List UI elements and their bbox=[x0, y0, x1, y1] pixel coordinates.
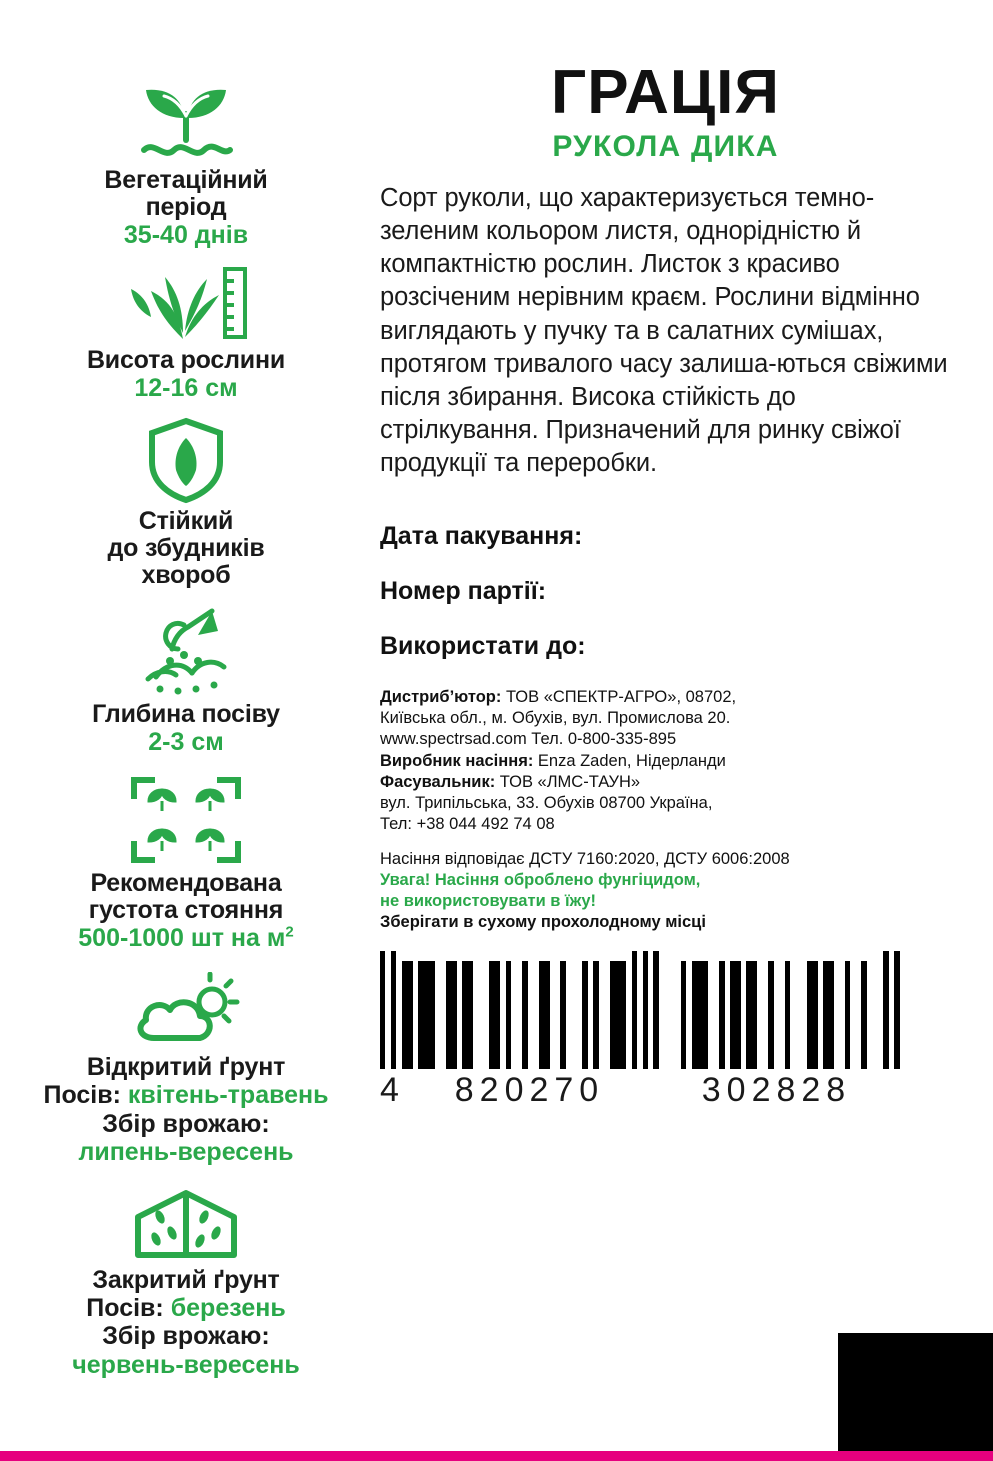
open-ground-sowing: Посів: квітень-травень bbox=[43, 1081, 329, 1109]
open-ground-harvest-value: липень-вересень bbox=[78, 1138, 294, 1166]
closed-ground-block bbox=[14, 1187, 358, 1380]
field-batch-number: Номер партії: bbox=[380, 577, 547, 606]
plant-density-icon bbox=[126, 774, 246, 866]
plant-height-ruler-icon bbox=[121, 261, 251, 343]
feature-label: Глибина посіву bbox=[92, 700, 280, 728]
magenta-bottom-strip bbox=[0, 1451, 993, 1461]
closed-ground-harvest-label: Збір врожаю: bbox=[102, 1322, 270, 1350]
info-column bbox=[372, 0, 993, 1330]
feature-value: 2-3 см bbox=[148, 728, 224, 756]
feature-value-superscript: 2 bbox=[285, 923, 294, 941]
barcode-first-digit: 4 bbox=[380, 1071, 405, 1110]
product-description: Сорт руколи, що характеризується темно-зеленим кольором листя, однорідністю й компактністю рослин. Листок з красиво розсіченим нерівним краєм. Рослини відмінно виглядають у пучку та в салатних сумішах, протягом тривалого часу залиша-ються свіжими після збирання. Висока стійкість до стрілкування. Призначений для ринку свіжої продукції та переробки. bbox=[380, 184, 948, 478]
distributor-line-2: Київська обл., м. Обухів, вул. Промислова 20. bbox=[380, 709, 731, 728]
features-column bbox=[0, 0, 372, 1379]
page-subtitle: РУКОЛА ДИКА bbox=[552, 130, 779, 163]
distributor-line-3: www.spectrsad.com Тел. 0-800-335-895 bbox=[380, 730, 677, 749]
field-packing-date: Дата пакування: bbox=[380, 522, 583, 551]
feature-plant-density bbox=[14, 774, 358, 952]
barcode-right-group: 302828 bbox=[701, 1071, 852, 1110]
barcode-left-group: 820270 bbox=[454, 1071, 605, 1110]
field-use-by: Використати до: bbox=[380, 632, 586, 661]
warning-line-2: не використовувати в їжу! bbox=[380, 892, 597, 911]
feature-label: Рекомендована bbox=[90, 869, 282, 897]
feature-vegetation-period bbox=[14, 78, 358, 249]
distributor-line: Дистриб’ютор: ТОВ «СПЕКТР-АГРО», 08702, bbox=[380, 688, 737, 707]
sprout-icon bbox=[126, 78, 246, 163]
feature-label: Висота рослини bbox=[86, 346, 286, 374]
closed-ground-sowing: Посів: березень bbox=[86, 1293, 286, 1322]
feature-sowing-depth bbox=[14, 605, 358, 756]
storage-line: Зберігати в сухому прохолодному місці bbox=[380, 913, 706, 932]
feature-plant-height bbox=[14, 261, 358, 402]
packer-line-3: Тел: +38 044 492 74 08 bbox=[380, 814, 555, 833]
closed-ground-harvest-value: червень-вересень bbox=[72, 1350, 300, 1379]
page-title: ГРАЦІЯ bbox=[551, 58, 780, 127]
shield-icon bbox=[144, 416, 228, 504]
open-ground-title: Відкритий ґрунт bbox=[86, 1053, 286, 1081]
packer-line: Фасувальник: ТОВ «ЛМС-ТАУН» bbox=[380, 772, 641, 791]
feature-label-2: до збудників bbox=[107, 534, 265, 562]
producer-line: Виробник насіння: Enza Zaden, Нідерланди bbox=[380, 751, 726, 770]
sowing-hand-icon bbox=[126, 605, 246, 697]
barcode bbox=[380, 951, 900, 1110]
black-corner-block bbox=[838, 1333, 993, 1451]
barcode-digits bbox=[380, 1071, 900, 1110]
feature-label-2: густота стояння bbox=[88, 896, 284, 924]
feature-value: 35-40 днів bbox=[123, 221, 249, 249]
closed-ground-title: Закритий ґрунт bbox=[92, 1265, 280, 1294]
sun-cloud-icon bbox=[126, 972, 246, 1050]
feature-label: Стійкий bbox=[138, 507, 234, 535]
legal-block bbox=[380, 687, 951, 933]
open-ground-harvest-label: Збір врожаю: bbox=[102, 1109, 270, 1138]
standards-line: Насіння відповідає ДСТУ 7160:2020, ДСТУ 6006:2008 bbox=[380, 850, 790, 869]
feature-label-2: період bbox=[145, 193, 227, 221]
warning-line-1: Увага! Насіння оброблено фунгіцидом, bbox=[380, 871, 701, 890]
greenhouse-icon bbox=[126, 1187, 246, 1263]
open-ground-block bbox=[14, 972, 358, 1167]
feature-value: 12-16 см bbox=[134, 374, 238, 402]
feature-disease-resistance bbox=[14, 416, 358, 589]
barcode-bars bbox=[380, 951, 900, 1069]
feature-label: Вегетаційний bbox=[104, 166, 268, 194]
packer-line-2: вул. Трипільська, 33. Обухів 08700 Україна, bbox=[380, 793, 713, 812]
packing-fields bbox=[380, 522, 951, 661]
feature-label-3: хвороб bbox=[141, 561, 231, 589]
feature-value: 500-1000 шт на $м^2$ bbox=[78, 923, 294, 952]
